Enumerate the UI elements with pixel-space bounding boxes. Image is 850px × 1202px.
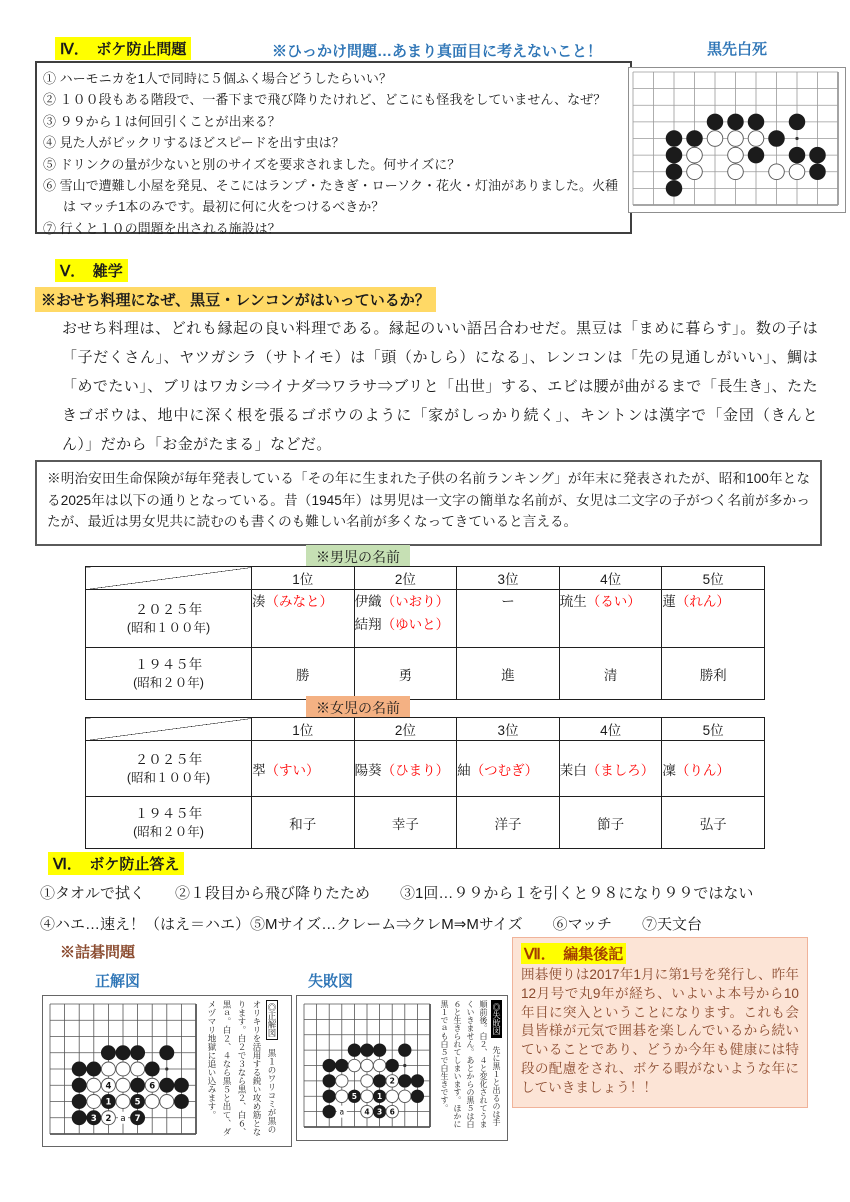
svg-text:4: 4 <box>364 1107 370 1117</box>
svg-text:2: 2 <box>105 1113 112 1124</box>
boys-rank-1: 1位 <box>252 567 355 590</box>
boys-rank-5: 5位 <box>662 567 765 590</box>
tsumego-title: ※詰碁問題 <box>60 944 136 961</box>
svg-text:5: 5 <box>134 1097 141 1108</box>
girls-header-row <box>86 718 765 741</box>
boys-rank-2: 2位 <box>354 567 457 590</box>
girls-1945-2: 幸子 <box>354 797 457 849</box>
svg-text:1: 1 <box>105 1097 112 1108</box>
seikai-diagram-box <box>42 995 292 1147</box>
svg-text:6: 6 <box>389 1107 395 1117</box>
svg-text:3: 3 <box>90 1113 97 1124</box>
girls-2025-row <box>86 741 765 797</box>
osechi-body: おせち料理は、どれも縁起の良い料理である。縁起のいい語呂合わせだ。黒豆は「まめに暮らす」。数の子は「子だくさん」、ヤツガシラ（サトイモ）は「頭（かしら）になる」、レンコンは「先の見通しがいい」、鯛は「めでたい」、ブリはワカシ⇒イナダ⇒ワラサ⇒ブリと「出世」する、エビは腰が曲がるまで「長生き」、たたきゴボウは、地中に深く根を張るゴボウのように「家がしっかり続く」、キントンは漢字で「金団（きんとん）」だから「お金がたまる」などだ。 <box>62 320 818 453</box>
editors-note-box <box>512 937 808 1108</box>
name-ranking-note: ※明治安田生命保険が毎年発表している「その年に生まれた子供の名前ランキング」が年末に発表されたが、昭和100年となる2025年は以下の通りとなっている。昔（1945年）は男児は一文字の簡単な名前が、女児は二文字の子がつく名前が多かったが、最近は男女児共に読むのも書くのも難しい名前が多くなってきていると言える。 <box>35 460 822 546</box>
girls-1945-label: １９４５年 (昭和２０年) <box>86 797 252 849</box>
boys-rank-4: 4位 <box>559 567 662 590</box>
section6-title: Ⅵ． ボケ防止答え <box>48 852 184 875</box>
go-board-problem <box>629 68 844 211</box>
quiz-question-2: ② １００段もある階段で、一番下まで飛び降りたけれど、どこにも怪我をしていません、なぜ？ <box>43 92 607 108</box>
boys-1945-1: 勝 <box>252 648 355 700</box>
go-board-seikai <box>46 1000 202 1140</box>
answers-line-2: ④ハエ…速え！（はえ＝ハエ）⑤Mサイズ…クレーム⇒クレM⇒Mサイズ ⑥マッチ ⑦天文台 <box>40 916 703 933</box>
go-problem-caption: 黒先白死 <box>706 41 767 58</box>
boys-1945-4: 清 <box>559 648 662 700</box>
boys-1945-3: 進 <box>457 648 560 700</box>
boys-2025-2: 伊織（いおり） 結翔（ゆいと） <box>354 590 457 648</box>
girls-name-table <box>85 717 765 849</box>
boys-2025-5: 蓮（れん） <box>662 590 765 648</box>
svg-text:6: 6 <box>149 1081 156 1092</box>
shippai-diagram-box <box>296 995 508 1141</box>
seikai-commentary: ◎正解図 黒１のワリコミが黒のオリキリを活用する鋭い攻め筋となります。白２で３なら黒２、白６、黒ａ。白２、４なら黒５と出て、ダメヅマリ地獄に追い込みます。 <box>207 1000 277 1136</box>
shippai-label: 失敗図 <box>308 973 354 990</box>
quiz-question-5: ⑤ ドリンクの量が少ないと別のサイズを要求されました。何サイズに？ <box>43 156 461 172</box>
quiz-question-1: ① ハーモニカを1人で同時に５個ふく場合どうしたらいい？ <box>43 71 392 86</box>
boys-2025-1: 湊（みなと） <box>252 590 355 648</box>
girls-1945-row <box>86 797 765 849</box>
go-problem-diagram-box <box>628 67 846 213</box>
quiz-question-7: ⑦ 行くと１０の問題を出される施設は？ <box>43 220 281 236</box>
svg-text:3: 3 <box>376 1107 383 1117</box>
boys-2025-row <box>86 590 765 648</box>
boys-corner-cell <box>86 567 252 590</box>
girls-rank-1: 1位 <box>252 718 355 741</box>
boys-name-table <box>85 566 765 700</box>
section4-title: Ⅳ． ボケ防止問題 <box>55 37 191 60</box>
seikai-label: 正解図 <box>95 973 141 990</box>
girls-rank-2: 2位 <box>354 718 457 741</box>
boys-header-row <box>86 567 765 590</box>
girls-table-caption: ※女児の名前 <box>306 696 410 720</box>
boys-rank-3: 3位 <box>457 567 560 590</box>
shippai-commentary-label: ◎失敗図 <box>491 1000 502 1038</box>
quiz-question-3: ③ ９９から１は何回引くことが出来る？ <box>43 113 281 129</box>
osechi-heading: ※おせち料理になぜ、黒豆・レンコンがはいっているか？ <box>35 287 436 312</box>
girls-2025-5: 凜（りん） <box>662 741 765 797</box>
section5-title: Ⅴ． 雑学 <box>55 259 128 282</box>
svg-text:2: 2 <box>389 1076 395 1086</box>
svg-text:5: 5 <box>351 1091 358 1101</box>
girls-2025-3: 紬（つむぎ） <box>457 741 560 797</box>
shippai-commentary: ◎失敗図 先に黒１と出るのは手順前後。白２、４と変化されてうまくいきません。あとからの黒５は白６と生きられてしまいます。ほかに黒１でａも白５で白生きです。 <box>440 1000 501 1128</box>
seikai-commentary-label: ◎正解図 <box>266 1000 278 1040</box>
boys-1945-label: １９４５年 (昭和２０年) <box>86 648 252 700</box>
girls-1945-3: 洋子 <box>457 797 560 849</box>
girls-corner-cell <box>86 718 252 741</box>
boys-2025-3: ー <box>457 590 560 648</box>
boys-1945-5: 勝利 <box>662 648 765 700</box>
girls-2025-label: ２０２５年 (昭和１００年) <box>86 741 252 797</box>
section4-note: ※ひっかけ問題…あまり真面目に考えないこと！ <box>272 43 603 60</box>
girls-rank-5: 5位 <box>662 718 765 741</box>
svg-text:a: a <box>120 1113 126 1124</box>
quiz-question-4: ④ 見た人がビックリするほどスピードを出す虫は？ <box>43 135 345 151</box>
svg-text:a: a <box>339 1107 345 1117</box>
svg-text:4: 4 <box>105 1081 112 1092</box>
boys-1945-row <box>86 648 765 700</box>
editors-note-body: 囲碁便りは2017年1月に第1号を発行し、昨年12月号で丸9年が経ち、いよいよ本号から10年目に突入ということになります。これも会員皆様が元気で囲碁を楽しんでいるから続いていることであり、どうか今年も健康には特段の配慮をされ、ボケる暇がないような年にしていきましょう！！ <box>521 967 799 1095</box>
boys-2025-4: 琉生（るい） <box>559 590 662 648</box>
girls-2025-2: 陽葵（ひまり） <box>354 741 457 797</box>
answers-line-1: ①タオルで拭く ②１段目から飛び降りたため ③1回…９９から１を引くと９８になり９９ではない <box>40 885 754 902</box>
quiz-answers <box>40 878 840 940</box>
girls-2025-1: 翆（すい） <box>252 741 355 797</box>
boys-2025-label: ２０２５年 (昭和１００年) <box>86 590 252 648</box>
go-board-shippai <box>300 1000 436 1133</box>
girls-rank-4: 4位 <box>559 718 662 741</box>
girls-1945-5: 弘子 <box>662 797 765 849</box>
section7-title: Ⅶ． 編集後記 <box>521 943 626 964</box>
boys-1945-2: 勇 <box>354 648 457 700</box>
girls-rank-3: 3位 <box>457 718 560 741</box>
svg-text:7: 7 <box>134 1113 141 1124</box>
boys-table-caption: ※男児の名前 <box>306 545 410 569</box>
girls-1945-1: 和子 <box>252 797 355 849</box>
svg-text:1: 1 <box>376 1091 383 1101</box>
quiz-question-box <box>35 61 632 234</box>
girls-1945-4: 節子 <box>559 797 662 849</box>
quiz-question-6: ⑥ 雪山で遭難し小屋を発見、そこにはランプ・たきぎ・ローソク・花火・灯油がありました。火種は マッチ1本のみです。最初に何に火をつけるべきか？ <box>43 178 618 215</box>
girls-2025-4: 茉白（ましろ） <box>559 741 662 797</box>
